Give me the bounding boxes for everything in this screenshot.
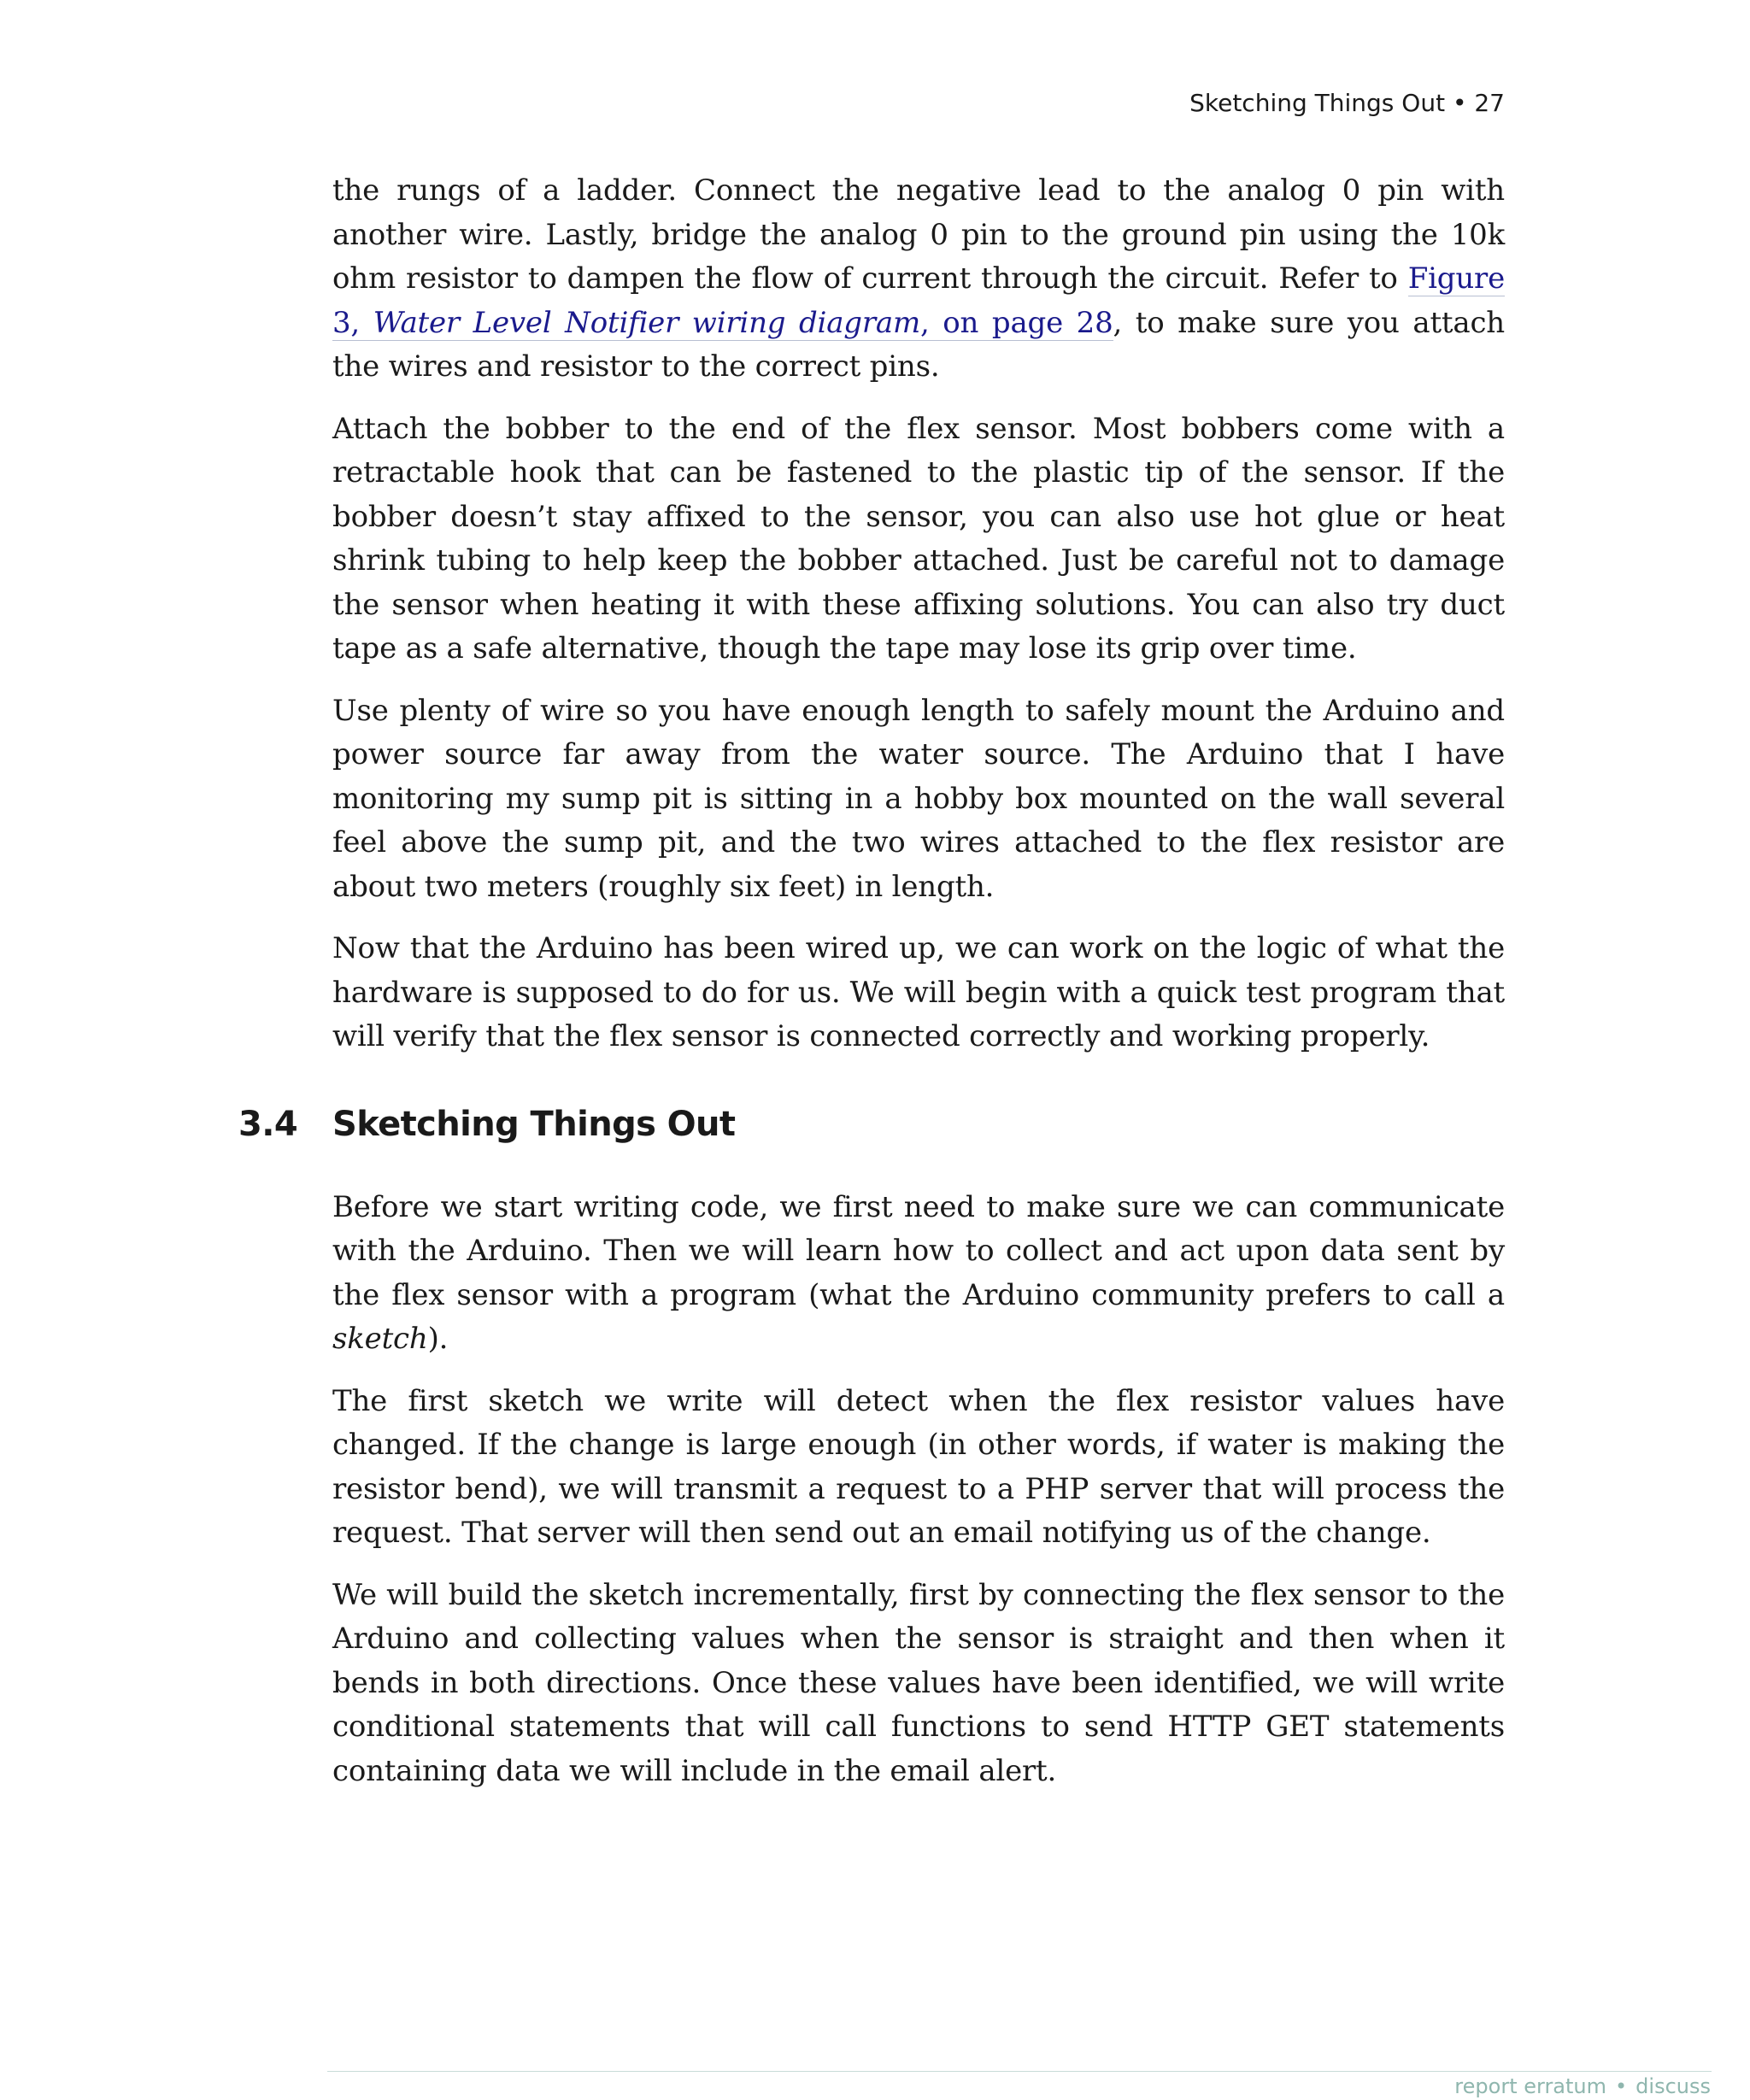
paragraph-wiring [332, 169, 1505, 390]
figure-link-number: Figure 3, [332, 261, 1505, 340]
paragraph-text: , to make sure you attach the wires and resistor to the correct pins. [332, 305, 1505, 384]
paragraph-bobber: Attach the bobber to the end of the flex sensor. Most bobbers come with a retractable hook that can be fastened to the plastic tip of the sensor. If the bobber doesn’t stay affixed to the sensor, you can also use hot glue or heat shrink tubing to help keep the bobber attached. Just be careful not to damage the sensor when heating it with these affixing solutions. You can also try duct tape as a safe alternative, though the tape may lose its grip over time. [332, 411, 1505, 666]
page-footer [1454, 2074, 1711, 2098]
paragraph-text: Before we start writing code, we first need to make sure we can communicate with the Arduino. Then we will learn how to collect and act upon data sent by the flex sensor with a program (what the Arduino community prefers to call a [332, 1189, 1505, 1312]
paragraph-incremental: We will build the sketch incrementally, first by connecting the flex sensor to the Arduino and collecting values when the sensor is straight and then when it bends in both directions. Once these values have been identified, we will write conditional statements that will call functions to send HTTP GET statements containing data we will include in the email alert. [332, 1577, 1505, 1788]
section-heading [238, 1100, 1505, 1148]
running-head: Sketching Things Out • 27 [1189, 89, 1505, 117]
paragraph-wire-length: Use plenty of wire so you have enough length to safely mount the Arduino and power source far away from the water source. The Arduino that I have monitoring my sump pit is sitting in a hobby box mounted on the wall several feel above the sump pit, and the two wires attached to the flex resistor are about two meters (roughly six feet) in length. [332, 693, 1505, 904]
footer-divider [327, 2071, 1712, 2072]
paragraph-communicate [332, 1186, 1505, 1362]
term-sketch: sketch [332, 1322, 428, 1356]
section-number: 3.4 [238, 1104, 298, 1144]
paragraph-text: ). [427, 1322, 449, 1356]
paragraph-logic-intro: Now that the Arduino has been wired up, we can work on the logic of what the hardware is supposed to do for us. We will begin with a quick test program that will verify that the flex sensor is connected correctly and working properly. [332, 931, 1505, 1053]
paragraph-text: the rungs of a ladder. Connect the negative lead to the analog 0 pin with another wire. Lastly, bridge the analog 0 pin to the ground pin using the 10k ohm resistor to dampen the flow of current through the circuit. Refer to [332, 173, 1505, 296]
figure-link-page: , on page 28 [920, 305, 1113, 340]
report-erratum-link[interactable]: report erratum [1454, 2074, 1607, 2098]
footer-separator: • [1615, 2074, 1628, 2098]
paragraph-first-sketch: The first sketch we write will detect when the flex resistor values have changed. If the change is large enough (in other words, if water is making the resistor bend), we will transmit a request to a PHP server that will process the request. That server will then send out an email notifying us of the change. [332, 1383, 1505, 1550]
section-title: Sketching Things Out [332, 1104, 736, 1144]
discuss-link[interactable]: discuss [1635, 2074, 1711, 2098]
body-text [238, 169, 1505, 1811]
figure-link-title: Water Level Notifier wiring diagram [373, 305, 921, 340]
